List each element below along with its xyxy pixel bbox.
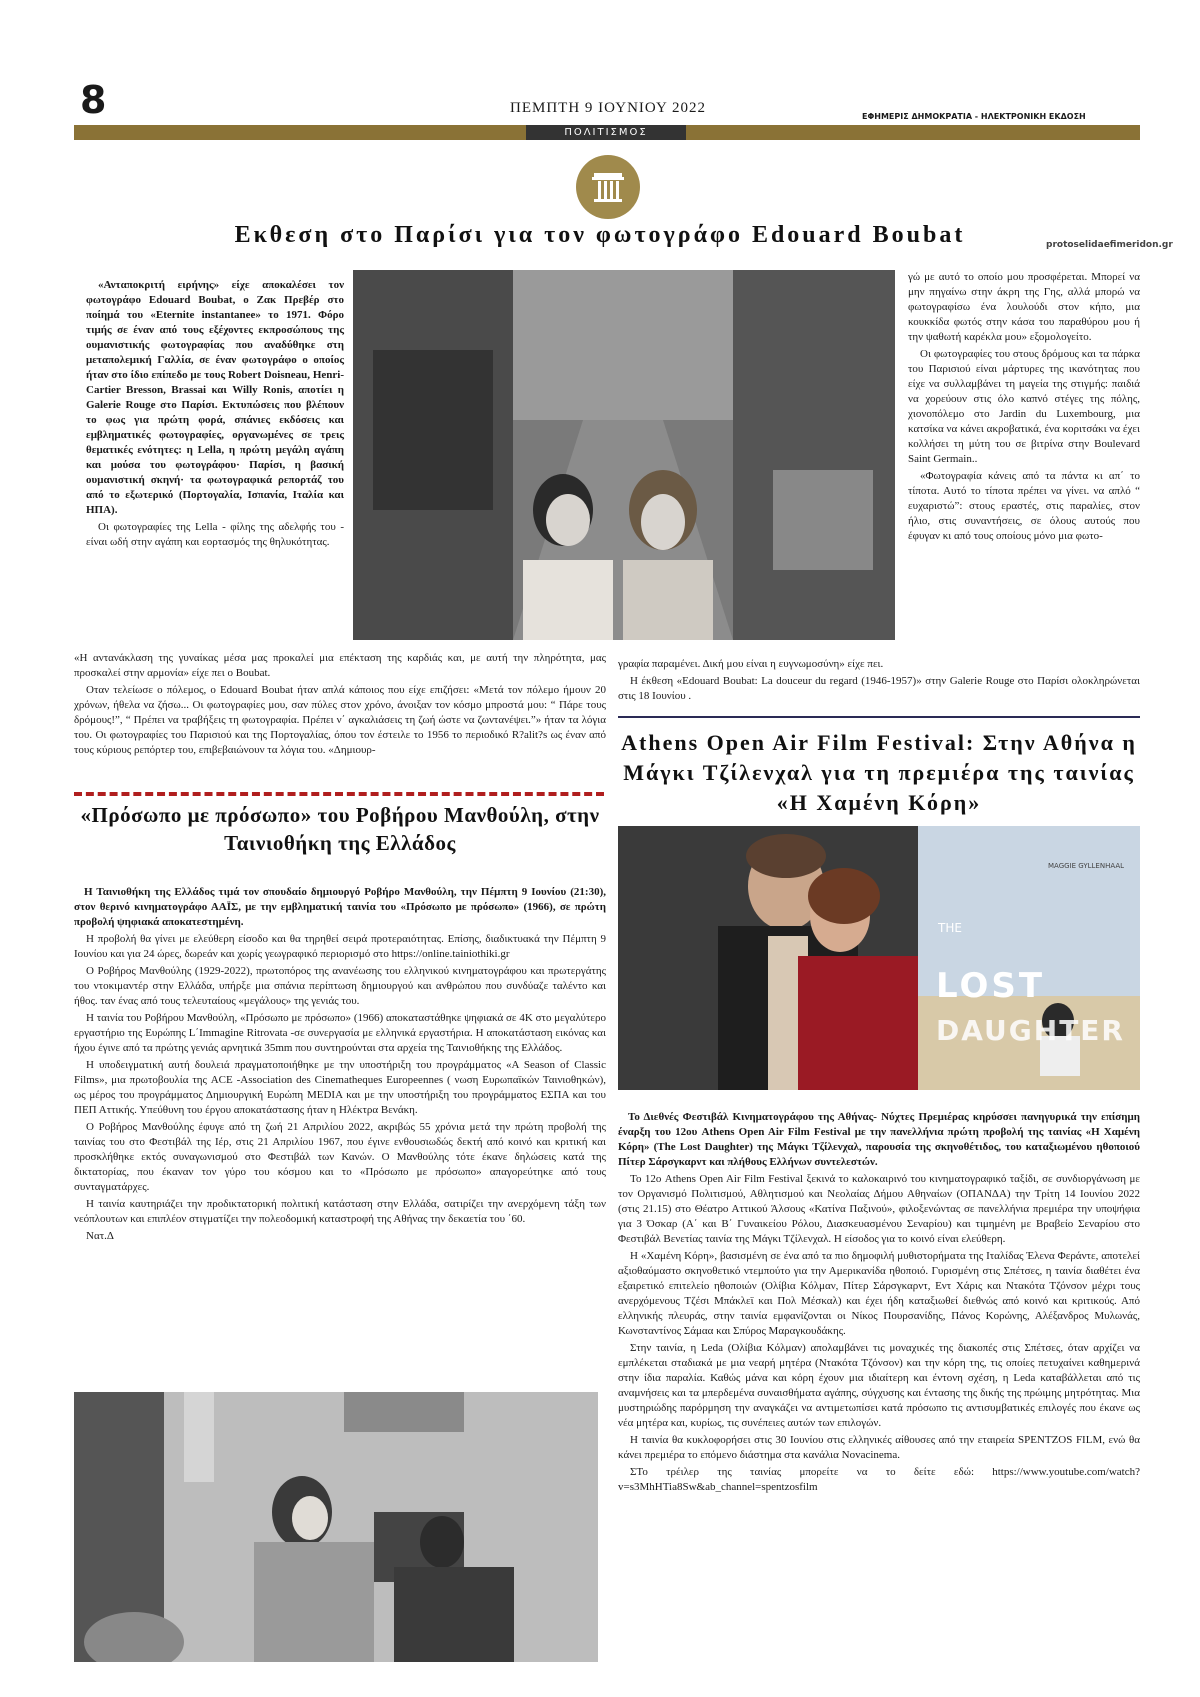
- masthead: ΕΦΗΜΕΡΙΣ ΔΗΜΟΚΡΑΤΙΑ - ΗΛΕΚΤΡΟΝΙΚΗ ΕΚΔΟΣΗ: [862, 112, 1086, 121]
- article1-wide-block: [74, 651, 606, 760]
- section-label: ΠΟΛΙΤΙΣΜΟΣ: [526, 125, 686, 140]
- article2-body: [74, 885, 606, 1246]
- article2-p2: Ο Ροβήρος Μανθούλης (1929-2022), πρωτοπόρος της ανανέωσης του ελληνικού κινηματογράφου και πρωτεργάτης του ντοκιμαντέρ στην Ελλάδα, υπήρξε μια σπάνια περίπτωση δημιουργού και ανθρώπου που συνδύαζε ταλέντο και ήθος. ταν ένας από τους τελευταίους «μεγάλους» της γενιάς του.: [74, 965, 606, 1007]
- page-number: 8: [80, 78, 107, 122]
- article-divider-solid: [618, 716, 1140, 718]
- article3-title: Athens Open Air Film Festival: Στην Αθήνα η Μάγκι Τζίλενχαλ για τη πρεμιέρα της ταινίας «Η Χαμένη Κόρη»: [621, 730, 1137, 815]
- premiere-photo: [618, 826, 1140, 1090]
- article1-wide-text: «Η αντανάκλαση της γυναίκας μέσα μας προκαλεί μια επέκταση της καρδιάς και, με αυτή την πληρότητα, μας προσκαλεί στην αρμονία» είχε πει ο Boubat.: [74, 652, 606, 679]
- article1-right-p2: Οι φωτογραφίες του στους δρόμους και τα πάρκα του Παρισιού είναι μάρτυρες της ικανότητας που είχε να συλλαμβάνει τη μαγεία της στιγμής: παιδιά να χορεύουν στις όλο καπνό στέγες της πόλης, χιονοπόλεμο στο Jardin du Luxembourg, μια κατσίκα να κάνει ακροβατικά, ένα κοριτσάκι να έχει κολλήσει τη μύτη του σε βιτρίνα στην Boulevard Saint Germain..: [908, 348, 1140, 465]
- poster-title-daughter: DAUGHTER: [936, 1014, 1125, 1047]
- article1-right-p4: Η έκθεση «Edouard Boubat: La douceur du regard (1946-1957)» στην Galerie Rouge στο Παρίσι ολοκληρώνεται στις 18 Ιουνίου .: [618, 675, 1140, 702]
- article1-left-column: [86, 278, 344, 552]
- article2-p4: Η υποδειγματική αυτή δουλειά πραγματοποιήθηκε με την υποστήριξη του προγράμματος «A Season of Classic Films», μια πρωτοβουλία της ACE -Association des Cinematheques Europeennes ( νωση Ευρωπαϊκών Ταινιοθηκών), ως μέρος του προγράμματος Δημιουργική Ευρώπη MEDIA και με την υποστήριξη του προγράμματος ΕΣΠΑ και του ΠΕΠ Αττικής. Υπεύθυνη του έργου αποκατάστασης ήταν η Ηλέκτρα Βενάκη.: [74, 1059, 606, 1116]
- boubat-photo: [353, 270, 895, 640]
- article3-p4: Η ταινία θα κυκλοφορήσει στις 30 Ιουνίου στις ελληνικές αίθουσες από την εταιρεία SPENTZOS FILM, ενώ θα κάνει πρεμιέρα το επόμενο διάστημα στα κανάλια Novacinema.: [618, 1434, 1140, 1461]
- poster-title-the: THE: [938, 921, 962, 935]
- poster-credit: MAGGIE GYLLENHAAL: [1048, 862, 1125, 870]
- article1-right-p1: γώ με αυτό το οποίο μου προσφέρεται. Μπορεί να μην πηγαίνω στην άκρη της Γης, αλλά μπορώ να φωτογραφίσω ένα λουλούδι στον κήπο, μια κουκκίδα φωτός στην κάσα του παραθύρου μου ή την ψαθωτή καρέκλα μου» εξομολογείτο.: [908, 271, 1140, 343]
- article-divider-dashed: [74, 792, 604, 796]
- poster-title-lost: LOST: [936, 966, 1046, 1006]
- article3-body: [618, 1110, 1140, 1497]
- source-credit: protoselidaefimeridon.gr: [1046, 240, 1173, 250]
- article1-ending: [618, 657, 1140, 706]
- article2-lead: Η Ταινιοθήκη της Ελλάδος τιμά τον σπουδαίο δημιουργό Ροβήρο Μανθούλη, την Πέμπτη 9 Ιουνίου (21:30), στον θερινό κινηματογράφο ΑΑΪΣ, με την εμβληματική ταινία του «Πρόσωπο με πρόσωπο» (1966), σε πρώτη προβολή ψηφιακά αποκατεστημένη.: [74, 886, 606, 928]
- article1-title: Εκθεση στο Παρίσι για τον φωτογράφο Edouard Boubat: [234, 222, 966, 248]
- issue-date: ΠΕΜΠΤΗ 9 ΙΟΥΝΙΟΥ 2022: [510, 100, 707, 116]
- article1-intro: «Ανταποκριτή ειρήνης» είχε αποκαλέσει τον φωτογράφο Edouard Boubat, ο Ζακ Πρεβέρ στο ποίημά του «Eternite instantanee» το 1971. Φόρο τιμής σε έναν από τους εξέχοντες εκπροσώπους της ουμανιστικής φωτογραφίας που αναδύθηκε στη μεταπολεμική Γαλλία, σε έναν φωτογράφο ο οποίος ήταν στο ίδιο επίπεδο με τους Robert Doisneau, Henri-Cartier Bresson, Brassai και Willy Ronis, αποτίει η Galerie Rouge στο Παρίσι. Εκτυπώσεις που βλέπουν το φως για πρώτη φορά, σπάνιες εκδόσεις και εμβληματικές φωτογραφίες, οργανωμένες σε τρεις θεματικές ενότητες: η Lella, η πρώτη μεγάλη αγάπη και μούσα του φωτογράφου· Παρίσι, η βασική ουμανιστική σκηνή· τα φωτογραφικά ρεπορτάζ του από το εξωτερικό (Πορτογαλία, Ισπανία, Ιταλία και ΗΠΑ).: [86, 279, 344, 516]
- greek-column-icon: [576, 155, 640, 219]
- article1-right-p3-cont: γραφία παραμένει. Δική μου είναι η ευγνωμοσύνη» είχε πει.: [618, 658, 884, 670]
- article1-right-column: [908, 270, 1140, 546]
- film-still-photo: [74, 1392, 598, 1662]
- article2-p1: Η προβολή θα γίνει με ελεύθερη είσοδο και θα τηρηθεί σειρά προτεραιότητας. Επίσης, διαδικτυακά την Πέμπτη 9 Ιουνίου και για 24 ώρες, δωρεάν και χωρίς γεωγραφικό περιορισμό στο https://online.tainiothiki.gr: [74, 933, 606, 960]
- article1-right-p3: «Φωτογραφία κάνεις από τα πάντα κι απ΄ το τίποτα. Αυτό το τίποτα πρέπει να γίνει. να απλό “ ευχαριστώ”: στους εραστές, στις παραλίες, στον ήλιο, στις συναντήσεις, σε όλους αυτούς που έφυγαν κι από τους οποίους μόνο μια φωτο-: [908, 470, 1140, 542]
- article1-wide-p2: Οταν τελείωσε ο πόλεμος, ο Edouard Boubat ήταν απλά κάποιος που είχε επιζήσει: «Μετά τον πόλεμο ήμουν 20 χρόνων, ήθελα να ζήσω... Οι φωτογραφίες μου, σαν πύλες στον χρόνο, άνοιξαν τον κόσμο μπροστά μου: “ Πάρε τους δρόμους!”, “ Πρέπει να τραβήξεις τη φωτογραφία. Πρέπει ν΄ αγκαλιάσεις τη ζωή ώστε να ζωντανέψει.”» ήταν τα λόγια του. Οι φωτογραφίες του Παρισιού και της Πορτογαλίας, όπου τον έστειλε το 1956 το περιοδικό R?alit?s ως έναν από τους κύριους ρεπόρτερ του, επιβεβαιώνουν τα λόγια του. «Δημιουρ-: [74, 684, 606, 756]
- article2-p3: Η ταινία του Ροβήρου Μανθούλη, «Πρόσωπο με πρόσωπο» (1966) αποκαταστάθηκε ψηφιακά σε 4Κ στο μεγαλύτερο εργαστήριο της Ευρώπης L΄Immagine Ritrovata -σε συνεργασία με ελληνικά εργαστήρια. Η αποκατάσταση εικόνας και ήχου έγινε από τα πρώτης γενιάς αρνητικά 35mm που συντηρούνται στα αρχεία της Ταινιοθήκης της Ελλάδος.: [74, 1012, 606, 1054]
- article1-lella-paragraph: Οι φωτογραφίες της Lella - φίλης της αδελφής του - είναι ωδή στην αγάπη και εορτασμός της θηλυκότητας.: [86, 521, 344, 548]
- article3-p3: Στην ταινία, η Leda (Ολίβια Κόλμαν) απολαμβάνει τις μοναχικές της διακοπές στις Σπέτσες, όταν αρχίζει να εμπλέκεται σταδιακά με μια νεαρή μητέρα (Ντακότα Τζόνσον) και την κόρη της, τις οποίες πετυχαίνει καθημερινά στην ίδια παραλία. Καθώς μάνα και κόρη έχουν μια ιδιαίτερη και έντονη σχέση, η Leda καταβάλλεται από τις αναμνήσεις και τα μπερδεμένα συναισθήματα αγάπης, σύγχυσης και έντασης της δικής της πρώιμης μητρότητας. Μια μυστηριώδης παρόρμηση την αναγκάζει να αντιμετωπίσει κατά πρόσωπο τις αντισυμβατικές επιλογές που έκανε ως νέα μητέρα και, κυρίως, τις συνέπειες αυτών των επιλογών.: [618, 1342, 1140, 1429]
- article3-p2: Η «Χαμένη Κόρη», βασισμένη σε ένα από τα πιο δημοφιλή μυθιστορήματα της Ιταλίδας Έλενα Φεράντε, αποτελεί αξιοθαύμαστο σκηνοθετικό ντεμπούτο για την Αμερικανίδα ηθοποιό. Γυρισμένη στις Σπέτσες, η ταινία διαθέτει ένα εξαιρετικό επιτελείο ηθοποιών (Ολίβια Κόλμαν, Πίτερ Σάρσγκαρντ, Εντ Χάρις και Ντακότα Τζόνσον μέχρι τους ανερχόμενους Τζέσι Μπάκλεϊ και Πολ Μέσκαλ) και έχει ήδη καταξιωθεί διεθνώς από κοινό και κριτικούς. Από ελληνικής πλευράς, στην ταινία εμφανίζονται οι Νίκος Πουρσανίδης, Πάνος Κορώνης, Αλέξανδρος Μυλωνάς, Κωνσταντίνος Σάμαα και Σπύρος Μαραγκουδάκης.: [618, 1250, 1140, 1337]
- article3-p1: Το 12ο Athens Open Air Film Festival ξεκινά το καλοκαιρινό του κινηματογραφικό ταξίδι, σε συνδιοργάνωση με τον Οργανισμό Πολιτισμού, Αθλητισμού και Νεολαίας Δήμου Αθηναίων (ΟΠΑΝΔΑ) την Τρίτη 14 Ιουνίου 2022 (στις 21.15) στο Θέατρο Αττικού Άλσους «Κατίνα Παξινού», φιλοξενώντας σε πανελλήνια πρεμιέρα την υποψήφια για 3 Όσκαρ (Α΄ και Β΄ Γυναικείου Ρόλου, Διασκευασμένου Σεναρίου) και τιμημένη με Βραβείο Σεναρίου στο Φεστιβάλ Βενετίας ταινία της Μάγκι Τζίλενχαλ. Η είσοδος για το κοινό είναι ελεύθερη.: [618, 1173, 1140, 1245]
- article2-p5: Ο Ροβήρος Μανθούλης έφυγε από τη ζωή 21 Απριλίου 2022, ακριβώς 55 χρόνια μετά την πρώτη προβολή της ταινίας του στο Φεστιβάλ της Ιέρ, στις 21 Απριλίου 1967, που έγινε ενθουσιωδώς δεκτή από κοινό και κριτική και προσκλήθηκε εκτός συναγωνισμού στο Φεστιβάλ των Κανών. Ο Μανθούλης τότε έκανε δηλώσεις κατά της δικτατορίας, που έκαναν τον γύρο του κόσμου και το «Πρόσωπο με πρόσωπο» απαγορεύτηκε από τους συνταγματάρχες.: [74, 1121, 606, 1193]
- article2-signature: Νατ.Δ: [86, 1230, 114, 1242]
- article3-lead: Το Διεθνές Φεστιβάλ Κινηματογράφου της Αθήνας- Νύχτες Πρεμιέρας κηρύσσει πανηγυρικά την επίσημη έναρξη του 12ου Athens Open Air Film Festival με την πανελλήνια πρώτη προβολή της ταινίας «Η Χαμένη Κόρη» (The Lost Daughter) της Μάγκι Τζίλενχαλ, παρουσία της σκηνοθέτιδος, του καταξιωμένου ηθοποιού Πίτερ Σάρσγκαρντ και πλήθους Ελλήνων συντελεστών.: [618, 1111, 1140, 1168]
- article2-title: «Πρόσωπο με πρόσωπο» του Ροβήρου Μανθούλη, στην Ταινιοθήκη της Ελλάδος: [80, 803, 600, 855]
- article3-trailer-link[interactable]: ΣΤο τρέιλερ της ταινίας μπορείτε να το δείτε εδώ: https://www.youtube.com/watch?v=s3MhHTia8Sw&ab_channel=spentzosfilm: [618, 1466, 1140, 1493]
- article2-p6: Η ταινία καυτηριάζει την προδικτατορική πολιτική κατάσταση στην Ελλάδα, σατιρίζει την ανερχόμενη τάξη των νεόπλουτων και επιπλέον στιγματίζει την πολεοδομική καταστροφή της Αθήνας την δεκαετία του ΄60.: [74, 1198, 606, 1225]
